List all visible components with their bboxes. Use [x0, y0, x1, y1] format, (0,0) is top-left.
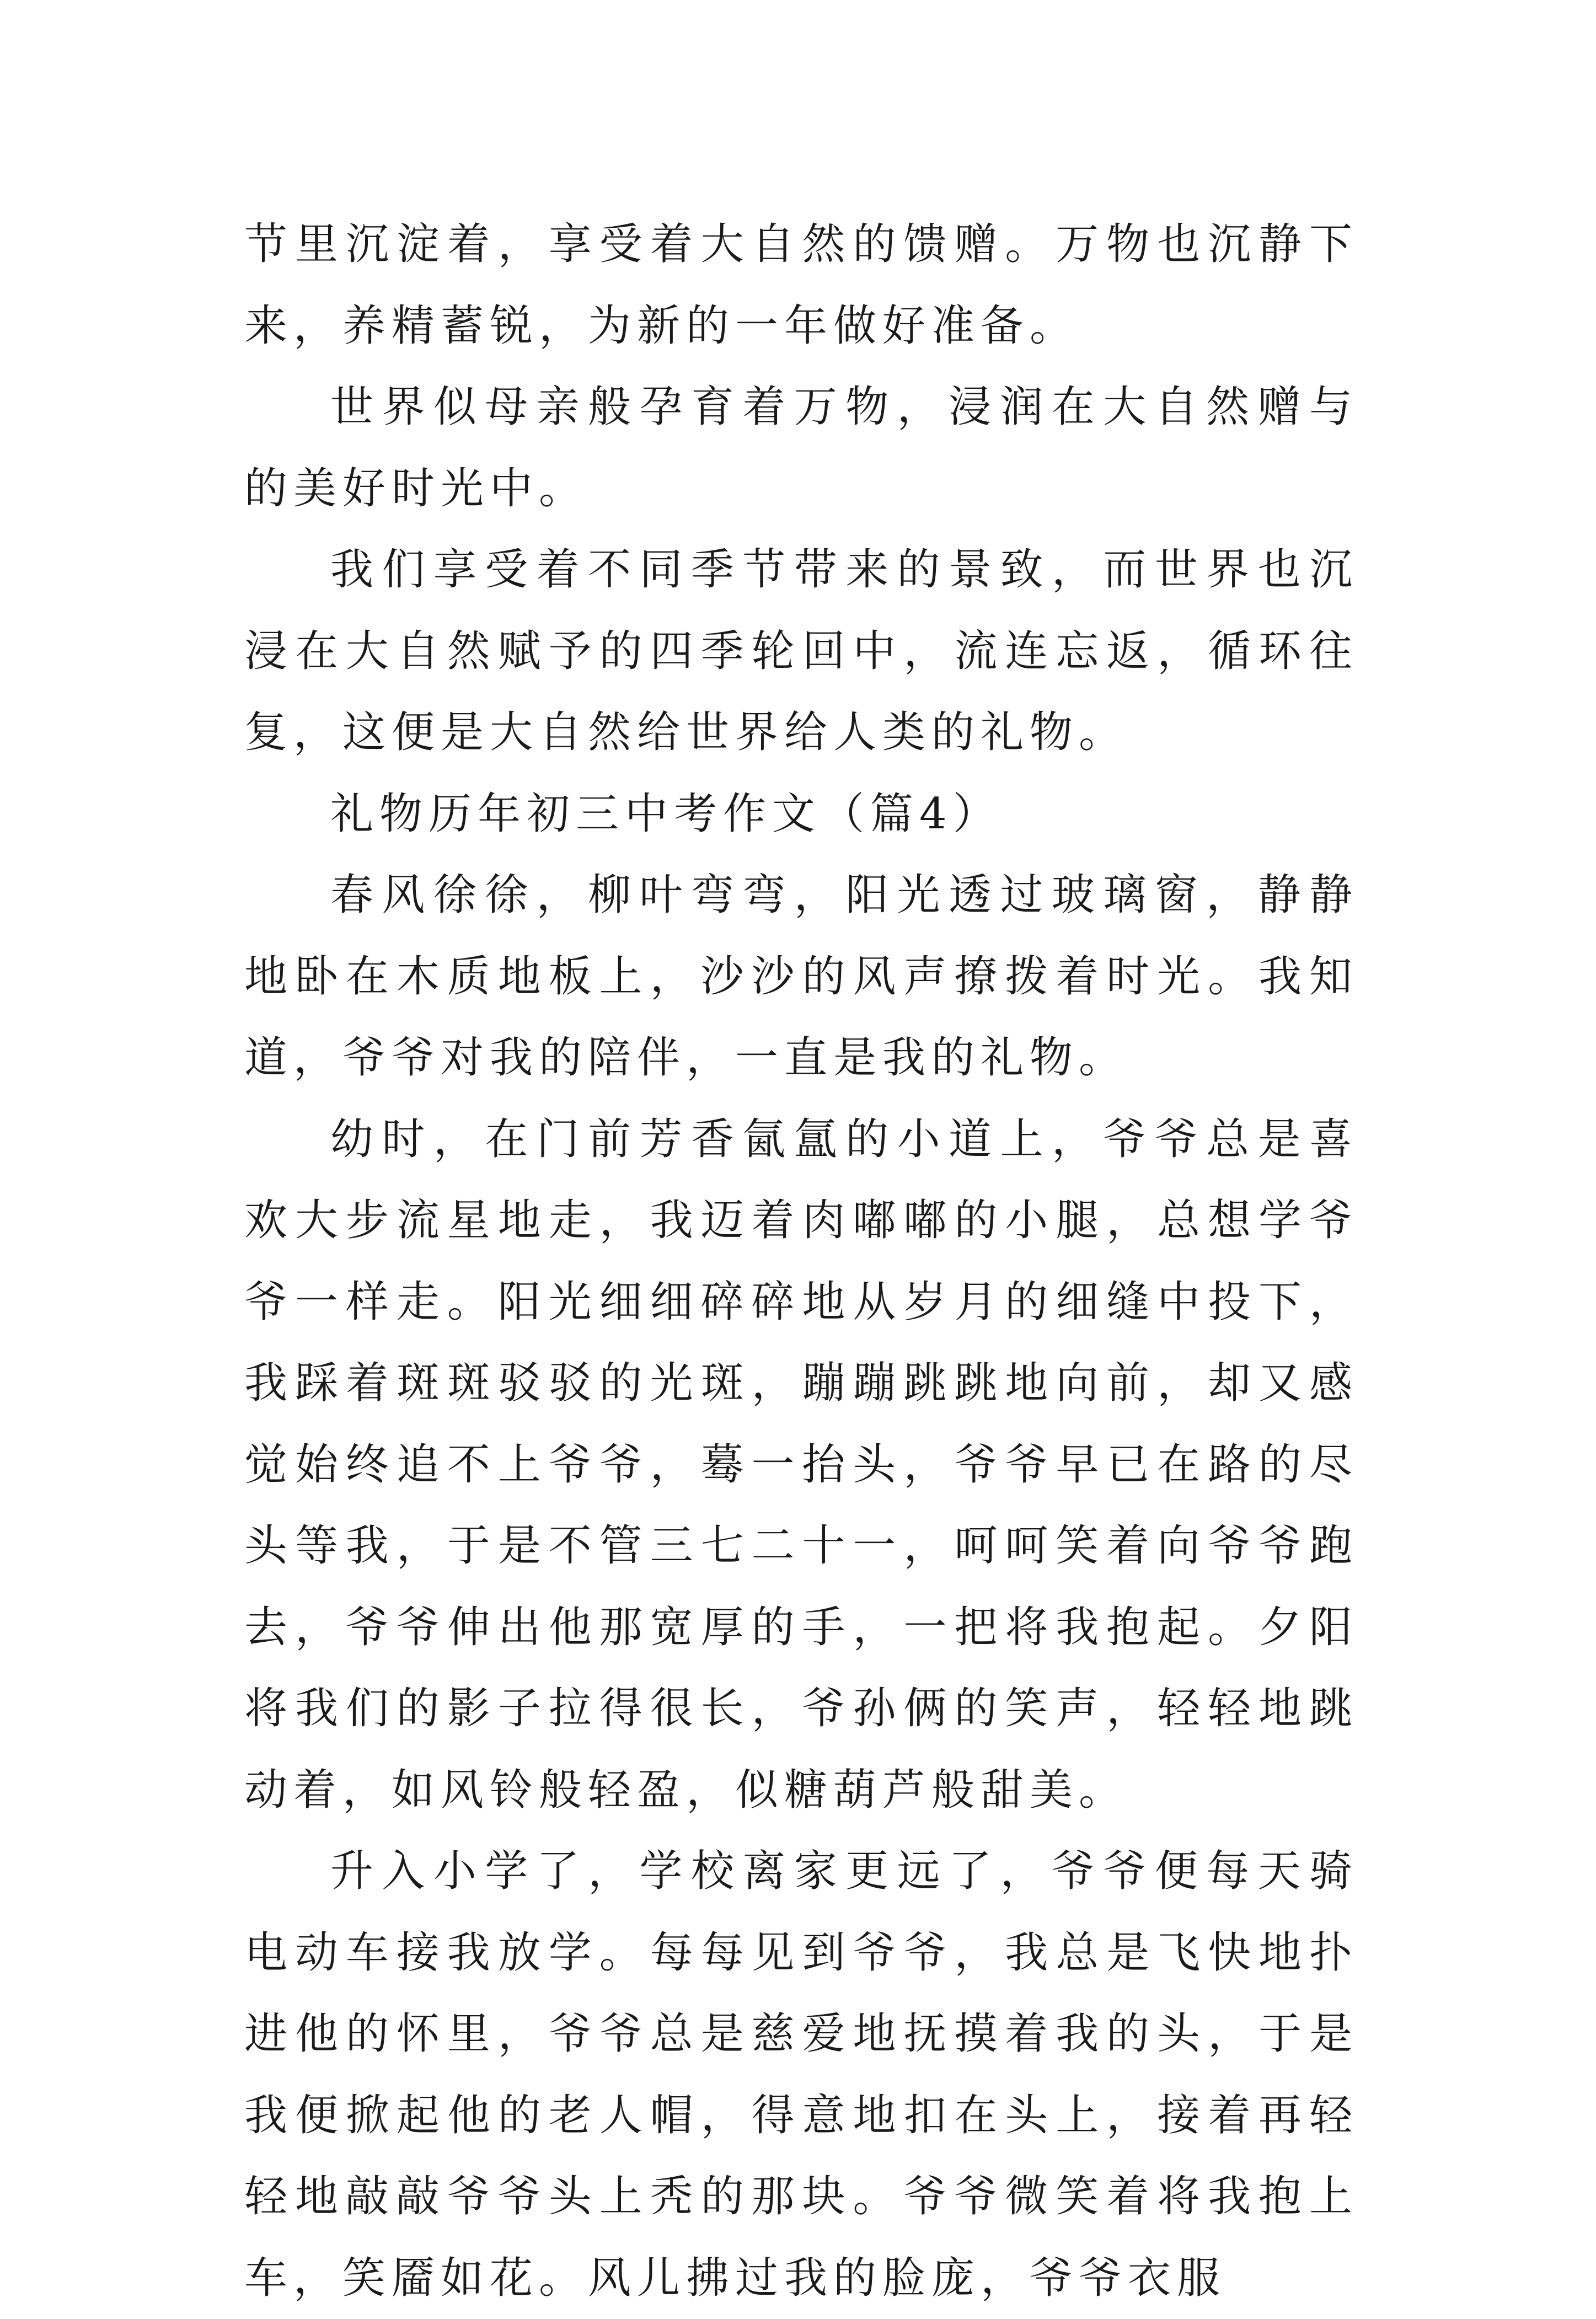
essay-body: [244, 204, 1358, 2319]
paragraph-world-nurtures: 世界似母亲般孕育着万物，浸润在大自然赠与的美好时光中。: [244, 382, 1358, 513]
paragraph-continuation: 节里沉淀着，享受着大自然的馈赠。万物也沉静下来，养精蓄锐，为新的一年做好准备。: [244, 219, 1358, 351]
paragraph-seasons: 我们享受着不同季节带来的景致，而世界也沉浸在大自然赋予的四季轮回中，流连忘返，循环往复，这便是大自然给世界给人类的礼物。: [244, 545, 1358, 757]
paragraph-spring-wind: 春风徐徐，柳叶弯弯，阳光透过玻璃窗，静静地卧在木质地板上，沙沙的风声撩拨着时光。我知道，爷爷对我的陪伴，一直是我的礼物。: [244, 870, 1358, 1083]
paragraph-childhood: 幼时，在门前芳香氤氲的小道上，爷爷总是喜欢大步流星地走，我迈着肉嘟嘟的小腿，总想学爷爷一样走。阳光细细碎碎地从岁月的细缝中投下，我踩着斑斑驳驳的光斑，蹦蹦跳跳地向前，却又感觉始终追不上爷爷，蓦一抬头，爷爷早已在路的尽头等我，于是不管三七二十一，呵呵笑着向爷爷跑去，爷爷伸出他那宽厚的手，一把将我抱起。夕阳将我们的影子拉得很长，爷孙俩的笑声，轻轻地跳动着，如风铃般轻盈，似糖葫芦般甜美。: [244, 1114, 1358, 1815]
paragraph-primary-school: 升入小学了，学校离家更远了，爷爷便每天骑电动车接我放学。每每见到爷爷，我总是飞快地扑进他的怀里，爷爷总是慈爱地抚摸着我的头，于是我便掀起他的老人帽，得意地扣在头上，接着再轻轻地敲敲爷爷头上秃的那块。爷爷微笑着将我抱上车，笑靥如花。风儿拂过我的脸庞，爷爷衣服: [244, 1846, 1358, 2303]
section-heading: 礼物历年初三中考作文（篇4）: [330, 789, 1002, 839]
